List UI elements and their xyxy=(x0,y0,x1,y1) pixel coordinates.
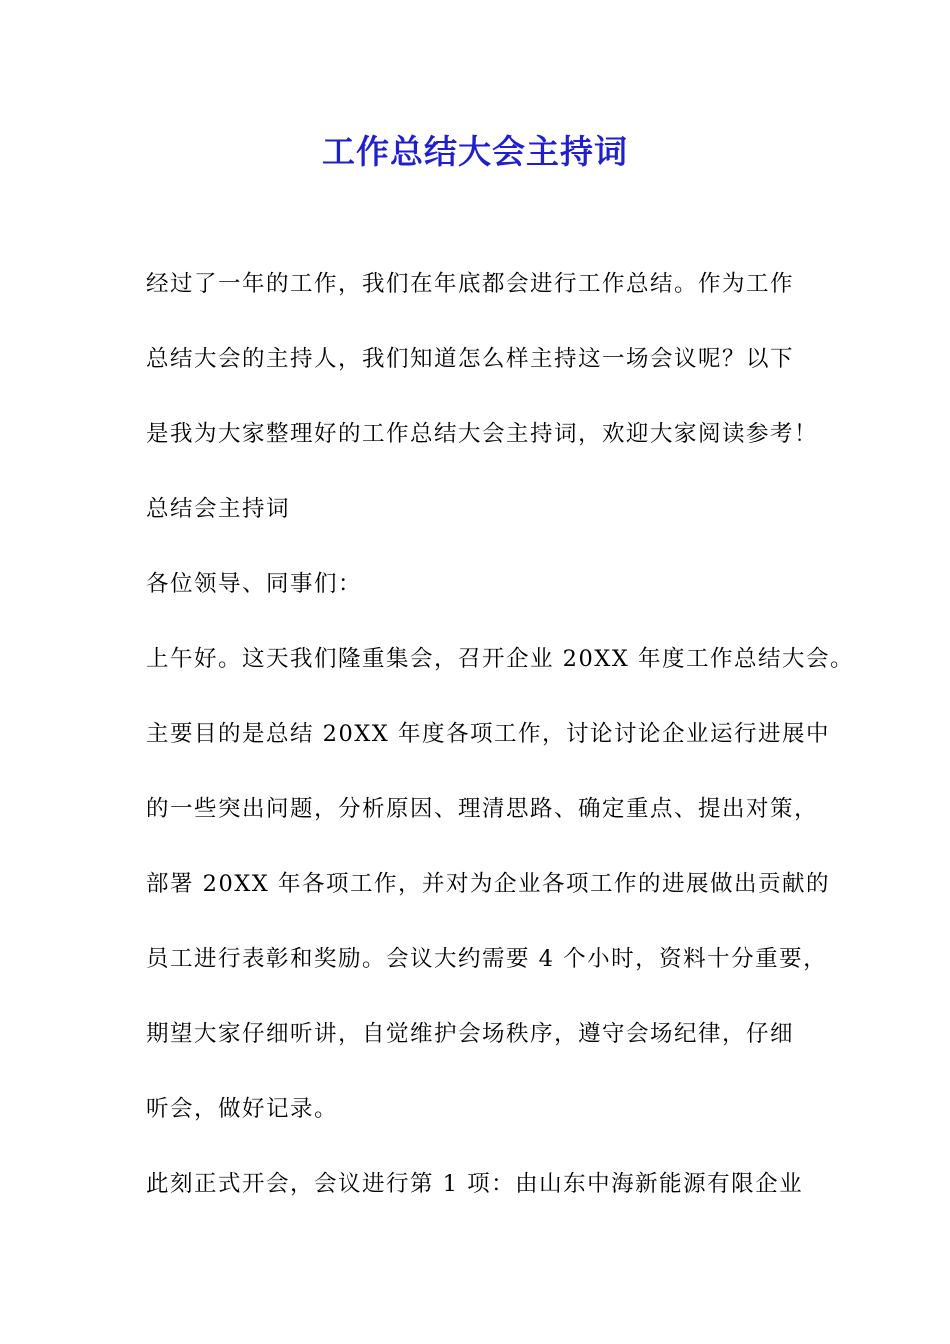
body-line: 部署 20XX 年各项工作，并对为企业各项工作的进展做出贡献的 xyxy=(146,871,830,897)
body-line: 总结大会的主持人，我们知道怎么样主持这一场会议呢？以下 xyxy=(146,346,795,372)
body-line: 员工进行表彰和奖励。会议大约需要 4 个小时，资料十分重要， xyxy=(146,946,828,972)
salutation: 各位领导、同事们： xyxy=(146,571,363,597)
document-title: 工作总结大会主持词 xyxy=(322,132,628,171)
body-line: 经过了一年的工作，我们在年底都会进行工作总结。作为工作 xyxy=(146,271,795,297)
body-line: 上午好。这天我们隆重集会，召开企业 20XX 年度工作总结大会。 xyxy=(146,646,854,672)
section-heading: 总结会主持词 xyxy=(146,496,291,522)
body-line: 是我为大家整理好的工作总结大会主持词，欢迎大家阅读参考！ xyxy=(146,421,819,447)
body-line: 期望大家仔细听讲，自觉维护会场秩序，遵守会场纪律，仔细 xyxy=(146,1021,795,1047)
body-line: 的一些突出问题，分析原因、理清思路、确定重点、提出对策， xyxy=(146,796,819,822)
body-line: 听会，做好记录。 xyxy=(146,1096,339,1122)
body-line: 主要目的是总结 20XX 年度各项工作，讨论讨论企业运行进展中 xyxy=(146,721,830,747)
document-body xyxy=(146,260,854,1235)
body-line: 此刻正式开会，会议进行第 1 项：由山东中海新能源有限企业 xyxy=(146,1171,804,1197)
